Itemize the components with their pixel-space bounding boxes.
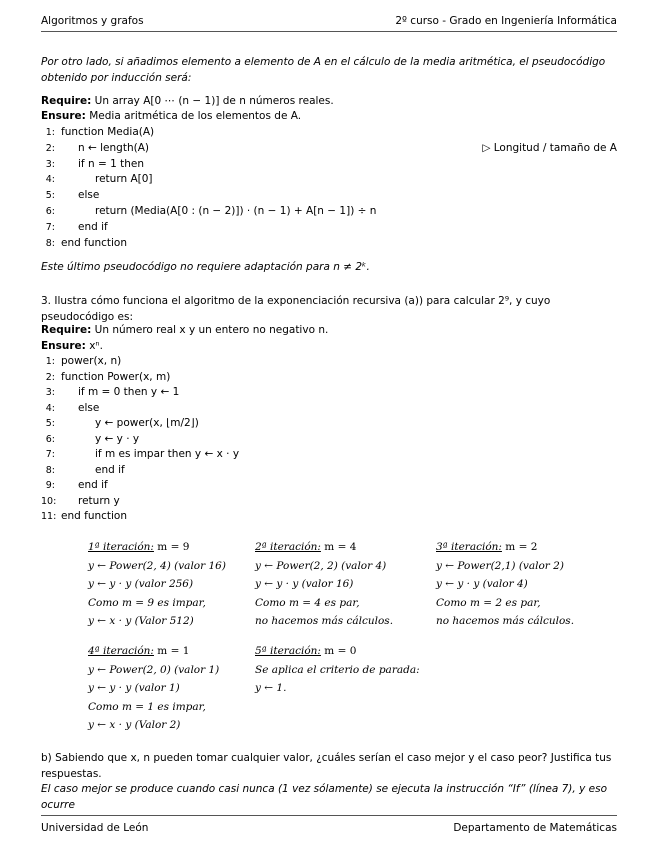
code-text: end if: [78, 479, 108, 491]
code-text: power(x, n): [61, 355, 122, 367]
algo1-require-label: Require:: [41, 95, 92, 107]
algo2-line: [41, 354, 617, 369]
algo2-ensure: [41, 339, 617, 354]
line-number: 4:: [45, 402, 55, 414]
code-text: else: [78, 401, 100, 414]
note-paragraph: Este último pseudocódigo no requiere adaptación para n ≠ 2ᵏ.: [41, 261, 370, 273]
iteration-row: Se aplica el criterio de parada:: [255, 663, 420, 676]
line-number: 9:: [45, 480, 55, 491]
page-footer: [41, 822, 617, 834]
code-text: end if: [95, 463, 125, 476]
iteration-row: y ← Power(2, 4) (valor 16): [88, 559, 226, 572]
code-text: if m es impar then y ← x · y: [95, 448, 240, 460]
algo2-line: [41, 478, 617, 493]
question-b: b) Sabiendo que x, n pueden tomar cualquier valor, ¿cuáles serían el caso mejor y el caso peor? Justifica tus respuestas.: [41, 752, 612, 780]
line-number: 10:: [41, 495, 57, 507]
code-comment: ▷ Longitud / tamaño de A: [482, 141, 617, 154]
line-number: 1:: [45, 127, 55, 138]
iteration-condition: m = 4: [320, 541, 357, 553]
iteration-title: [88, 642, 189, 660]
iteration-row: Como m = 9 es impar,: [88, 596, 206, 609]
line-number: 8:: [45, 464, 55, 476]
iteration-condition: m = 9: [153, 541, 190, 553]
algo1-line: [41, 172, 617, 187]
iteration-row: y ← 1.: [255, 682, 287, 694]
intro-paragraph: Por otro lado, si añadimos elemento a elemento de A en el cálculo de la media aritmética, el pseudocódigo obtenido por inducción será:: [41, 56, 606, 84]
iteration-title: [436, 538, 537, 556]
footer-rule: [41, 815, 617, 816]
algo2-line: [41, 463, 617, 478]
algo1-require: [41, 94, 617, 109]
algo2-line: [41, 385, 617, 400]
iteration-row: y ← Power(2,1) (valor 2): [436, 559, 564, 572]
iteration-row: y ← y · y (valor 256): [88, 578, 194, 590]
answer-paragraph: El caso mejor se produce cuando casi nunca (1 vez sólamente) se ejecuta la instrucción “If” (línea 7), y eso ocurre: [41, 783, 607, 811]
algo1-require-text: Un array A[0 ⋯ (n − 1)] de n números reales.: [94, 95, 334, 107]
algo1-line: [41, 236, 617, 251]
line-number: 2:: [45, 371, 55, 383]
line-number: 7:: [45, 221, 55, 233]
algo2-require-text: Un número real x y un entero no negativo n.: [94, 324, 329, 336]
iteration-row: no hacemos más cálculos.: [436, 615, 575, 627]
code-text: return A[0]: [95, 173, 153, 186]
algo1-line: [41, 157, 617, 172]
page-header: [41, 15, 617, 27]
iteration-row: no hacemos más cálculos.: [255, 615, 394, 627]
iteration-condition: m = 2: [501, 541, 538, 553]
line-number: 8:: [45, 237, 55, 249]
algo2-require: [41, 323, 617, 338]
code-text: y ← power(x, ⌊m/2⌋): [95, 417, 199, 429]
code-text: y ← y · y: [95, 432, 140, 445]
algo1-line: [41, 204, 617, 219]
algo1-line: [41, 220, 617, 235]
iteration-title: [88, 538, 189, 556]
code-text: end function: [61, 510, 128, 522]
iteration-title: [255, 642, 356, 660]
iteration-label: 5ª iteración:: [255, 645, 321, 657]
iteration-row: y ← Power(2, 0) (valor 1): [88, 663, 220, 676]
line-number: 5:: [45, 190, 55, 202]
iteration-row: y ← x · y (Valor 2): [88, 719, 181, 731]
header-left: Algoritmos y grafos: [41, 15, 144, 27]
iteration-condition: m = 0: [320, 645, 357, 657]
line-number: 1:: [45, 356, 55, 367]
line-number: 2:: [45, 142, 55, 154]
line-number: 5:: [45, 418, 55, 429]
algo2-line: [41, 416, 617, 431]
line-number: 3:: [45, 387, 55, 398]
iteration-row: y ← y · y (valor 1): [88, 682, 180, 694]
iteration-row: Como m = 2 es par,: [436, 596, 541, 609]
header-right: 2º curso - Grado en Ingeniería Informática: [395, 15, 617, 27]
code-text: if n = 1 then: [78, 157, 144, 170]
header-rule: [41, 31, 617, 32]
iteration-row: Como m = 4 es par,: [255, 596, 360, 609]
line-number: 6:: [45, 206, 55, 217]
iteration-title: [255, 538, 356, 556]
algo2-line: [41, 494, 617, 509]
code-text: if m = 0 then y ← 1: [78, 386, 180, 398]
algo1-ensure-text: Media aritmética de los elementos de A.: [89, 110, 302, 122]
iteration-row: y ← Power(2, 2) (valor 4): [255, 559, 387, 572]
code-text: return (Media(A[0 : (n − 2)]) · (n − 1) + A[n − 1]) ÷ n: [95, 205, 377, 217]
algo2-line: [41, 401, 617, 416]
algo1-line: [41, 188, 617, 203]
algo1-ensure: [41, 109, 617, 124]
algo2-require-label: Require:: [41, 324, 92, 336]
iteration-label: 2ª iteración:: [255, 541, 321, 553]
iteration-row: y ← y · y (valor 16): [255, 578, 354, 590]
code-text: end function: [61, 236, 128, 249]
algo2-ensure-text: xⁿ.: [89, 340, 103, 352]
code-text: function Media(A): [61, 126, 155, 138]
iteration-label: 4ª iteración:: [88, 645, 154, 657]
code-text: end if: [78, 220, 108, 233]
iteration-condition: m = 1: [153, 645, 190, 657]
question-3: 3. Ilustra cómo funciona el algoritmo de la exponenciación recursiva (a)) para calcular 2⁹, y cuyo pseudocódigo es:: [41, 295, 551, 323]
algo1-ensure-label: Ensure:: [41, 110, 86, 122]
algo2-line: [41, 432, 617, 447]
algo2-line: [41, 447, 617, 462]
iteration-row: Como m = 1 es impar,: [88, 700, 206, 713]
iteration-row: y ← x · y (Valor 512): [88, 615, 194, 627]
algo2-line: [41, 370, 617, 385]
line-number: 7:: [45, 449, 55, 460]
iteration-label: 3ª iteración:: [436, 541, 502, 553]
iteration-label: 1ª iteración:: [88, 541, 154, 553]
code-text: function Power(x, m): [61, 370, 171, 383]
code-text: n ← length(A): [78, 141, 149, 154]
line-number: 3:: [45, 158, 55, 170]
code-text: else: [78, 189, 100, 202]
algo2-line: [41, 509, 617, 524]
line-number: 6:: [45, 433, 55, 445]
code-text: return y: [78, 494, 120, 507]
algo2-ensure-label: Ensure:: [41, 340, 86, 352]
footer-left: Universidad de León: [41, 822, 149, 834]
iteration-row: y ← y · y (valor 4): [436, 578, 528, 590]
algo1-line: [41, 125, 617, 140]
line-number: 4:: [45, 174, 55, 186]
line-number: 11:: [41, 511, 57, 522]
algo1-line: [41, 141, 617, 156]
footer-right: Departamento de Matemáticas: [453, 822, 617, 834]
